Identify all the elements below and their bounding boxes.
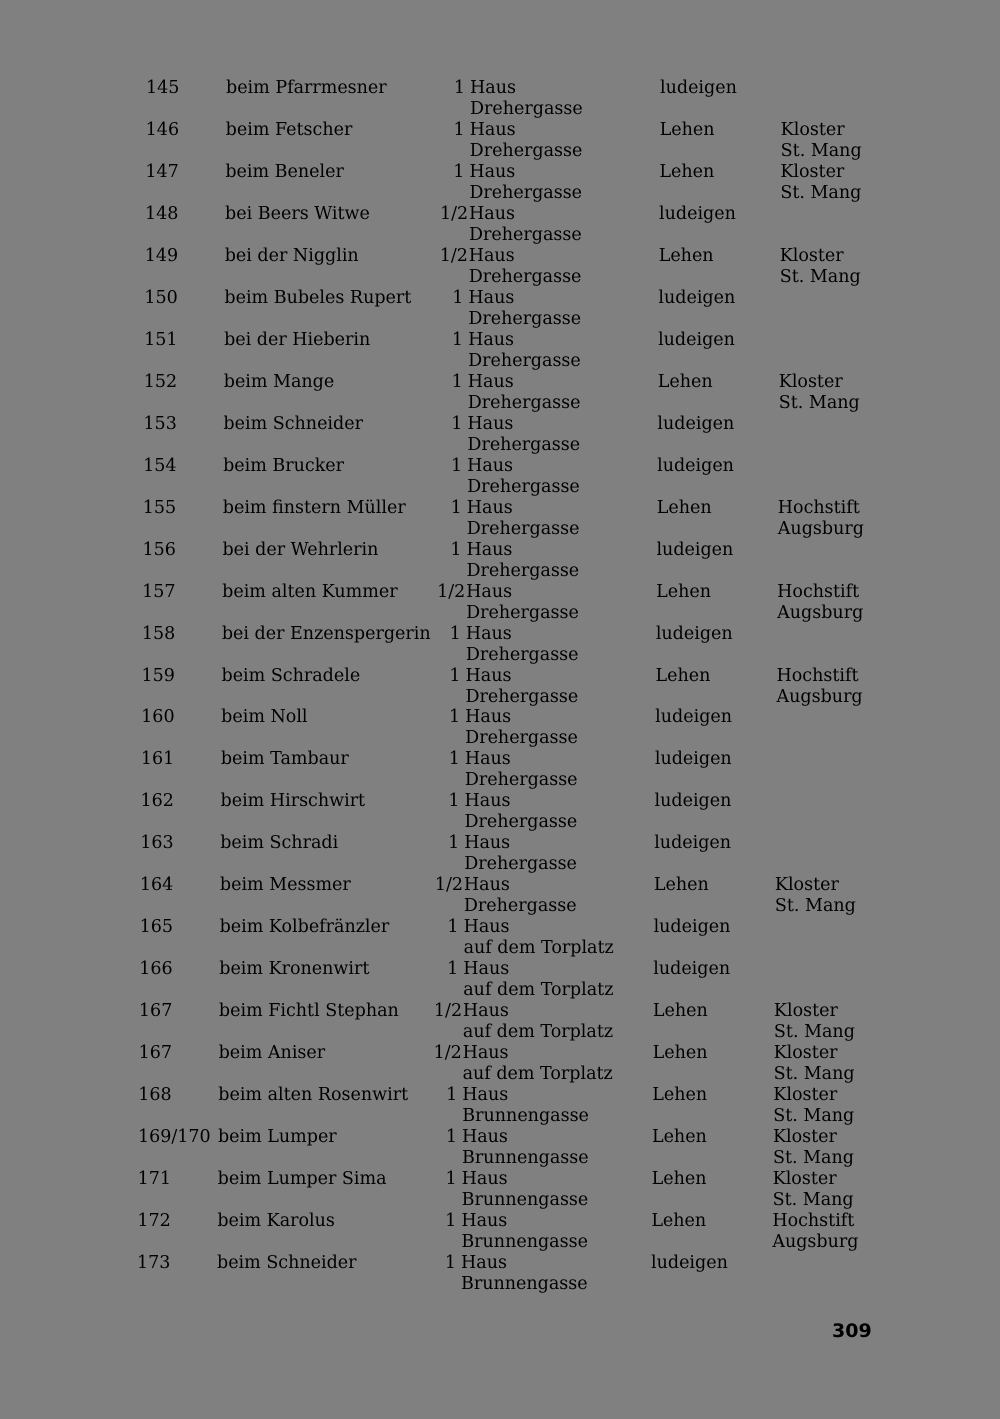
house-share: 1 [450, 455, 463, 476]
house-label: Haus [463, 917, 510, 938]
feudal-lord-line2: Augsburg [772, 1232, 859, 1253]
house-location [465, 749, 578, 791]
entry-number: 173 [137, 1253, 171, 1273]
feudal-lord-line2: St. Mang [773, 1064, 855, 1085]
house-label: Haus [470, 78, 516, 98]
house-label: Haus [462, 1043, 509, 1064]
street-name: Drehergasse [468, 350, 581, 371]
street-name: auf dem Torplatz [462, 1022, 614, 1043]
owner-name: beim Kolbefränzler [219, 917, 390, 938]
house-share: 1 [449, 707, 461, 728]
feudal-lord [774, 1043, 855, 1085]
entry-number: 150 [144, 287, 178, 308]
owner-name: beim Hirschwirt [220, 791, 366, 812]
entry-number: 163 [140, 833, 174, 854]
house-location [469, 246, 582, 288]
owner-name: beim finstern Müller [222, 497, 406, 518]
entry-number: 159 [141, 665, 175, 686]
feudal-lord-line2: St. Mang [773, 1022, 855, 1043]
tenure-status: ludeigen [657, 455, 734, 476]
street-name: Drehergasse [466, 560, 580, 581]
house-label: Haus [467, 455, 514, 476]
house-label: Haus [462, 1001, 509, 1022]
tenure-status: ludeigen [654, 749, 732, 770]
house-label: Haus [464, 833, 511, 854]
entry-number: 148 [145, 203, 179, 224]
owner-name: beim Mange [223, 371, 335, 392]
house-share: 1 [453, 119, 465, 140]
house-label: Haus [469, 119, 516, 140]
feudal-lord [775, 875, 856, 917]
tenure-status: Lehen [658, 245, 714, 266]
tenure-status: ludeigen [655, 707, 733, 728]
house-label: Haus [461, 1253, 507, 1273]
entry-number: 154 [143, 455, 177, 476]
house-label: Haus [465, 665, 512, 686]
house-share: 1/2 [439, 245, 468, 266]
feudal-lord-line2: Augsburg [777, 518, 864, 539]
feudal-lord-line2: St. Mang [778, 392, 860, 413]
house-location [470, 78, 583, 120]
house-share: 1 [448, 791, 460, 812]
tenure-status: ludeigen [653, 959, 731, 980]
street-name: Drehergasse [467, 392, 581, 413]
tenure-status: ludeigen [656, 539, 734, 560]
street-name: Brunnengasse [461, 1190, 589, 1211]
feudal-lord-line2: St. Mang [780, 140, 862, 161]
house-share: 1 [447, 959, 459, 980]
owner-name: bei der Wehrlerin [222, 539, 379, 560]
house-share: 1 [447, 917, 459, 938]
owner-name: beim Fichtl Stephan [218, 1001, 399, 1022]
street-name: Drehergasse [469, 140, 583, 161]
house-location [467, 498, 580, 540]
tenure-status: ludeigen [654, 833, 732, 854]
entry-number: 153 [143, 413, 177, 434]
house-location [463, 959, 613, 1001]
house-share: 1/2 [434, 875, 464, 896]
house-location [464, 833, 577, 875]
house-location [466, 666, 579, 708]
feudal-lord [778, 498, 864, 540]
entry-number: 155 [142, 497, 177, 518]
house-share: 1 [453, 161, 465, 182]
entry-number: 151 [144, 329, 178, 350]
house-location [461, 1211, 588, 1253]
owner-name: beim Lumper [217, 1127, 337, 1148]
street-name: Drehergasse [464, 812, 578, 833]
owner-name: beim Karolus [217, 1211, 335, 1232]
tenure-status: Lehen [659, 119, 715, 140]
house-location [466, 582, 579, 624]
feudal-lord-line2: Augsburg [776, 686, 863, 707]
feudal-lord-line1: Kloster [780, 161, 845, 182]
tenure-status: Lehen [651, 1211, 707, 1232]
owner-name: beim Pfarrmesner [226, 78, 387, 98]
house-share: 1 [445, 1169, 457, 1190]
house-location [462, 1169, 589, 1211]
owner-name: bei Beers Witwe [225, 203, 370, 224]
tenure-status: Lehen [652, 1001, 708, 1022]
entry-number: 161 [140, 749, 175, 770]
street-name: Brunnengasse [461, 1148, 589, 1169]
feudal-lord [777, 582, 863, 624]
street-name: Drehergasse [468, 308, 582, 329]
house-label: Haus [468, 287, 515, 308]
tenure-status: Lehen [652, 1043, 708, 1064]
house-label: Haus [462, 1085, 509, 1106]
owner-name: beim Noll [221, 707, 308, 728]
entry-number: 158 [141, 623, 176, 644]
house-location [469, 204, 582, 246]
tenure-status: Lehen [652, 1085, 708, 1106]
entry-number: 145 [146, 78, 180, 98]
house-share: 1 [451, 413, 463, 434]
entry-number: 167 [138, 1043, 172, 1064]
street-name: auf dem Torplatz [463, 980, 614, 1001]
feudal-lord [779, 372, 860, 414]
house-label: Haus [465, 623, 512, 644]
feudal-lord-line1: Hochstift [776, 665, 859, 686]
entry-number: 172 [137, 1211, 171, 1232]
house-label: Haus [463, 959, 510, 980]
house-share: 1 [445, 1211, 457, 1232]
feudal-lord [777, 666, 863, 708]
house-location [465, 791, 578, 833]
house-share: 1 [450, 539, 462, 560]
feudal-lord-line1: Hochstift [777, 581, 860, 602]
owner-name: bei der Nigglin [224, 245, 359, 266]
feudal-lord-line1: Kloster [774, 875, 839, 896]
tenure-status: Lehen [655, 665, 711, 686]
tenure-status: ludeigen [657, 413, 735, 434]
feudal-lord-line1: Kloster [773, 1043, 838, 1064]
house-label: Haus [465, 707, 512, 728]
owner-name: beim alten Kummer [222, 581, 398, 602]
house-share: 1 [451, 371, 463, 392]
owner-name: beim Bubeles Rupert [224, 287, 412, 308]
feudal-lord-line1: Kloster [772, 1127, 837, 1148]
house-share: 1 [445, 1127, 457, 1148]
feudal-lord [773, 1127, 854, 1169]
house-label: Haus [466, 581, 513, 602]
house-label: Haus [464, 749, 511, 770]
tenure-status: ludeigen [655, 623, 733, 644]
owner-name: beim alten Rosenwirt [218, 1085, 409, 1106]
house-location [467, 456, 580, 498]
house-location [462, 1085, 589, 1127]
street-name: Drehergasse [465, 728, 578, 749]
owner-name: beim Brucker [223, 455, 345, 476]
feudal-lord-line1: Kloster [780, 119, 845, 140]
feudal-lord-line2: St. Mang [780, 182, 862, 203]
street-name: Drehergasse [465, 644, 579, 665]
house-label: Haus [467, 413, 514, 434]
entry-number: 160 [141, 707, 175, 728]
tenure-status: ludeigen [654, 791, 732, 812]
owner-name: beim Schneider [223, 413, 363, 434]
feudal-lord-line1: Hochstift [772, 1211, 855, 1232]
house-location [462, 1127, 589, 1169]
tenure-status: ludeigen [651, 1253, 728, 1273]
street-name: Drehergasse [466, 518, 580, 539]
feudal-lord-line1: Kloster [772, 1169, 837, 1190]
feudal-lord [774, 1001, 855, 1043]
house-share: 1/2 [433, 1001, 463, 1022]
owner-name: bei der Hieberin [224, 329, 371, 350]
entry-number: 171 [137, 1169, 172, 1190]
feudal-lord [773, 1169, 854, 1211]
feudal-lord-line1: Hochstift [777, 497, 860, 518]
house-label: Haus [461, 1211, 508, 1232]
tenure-status: Lehen [659, 161, 715, 182]
street-name: Drehergasse [463, 896, 577, 917]
house-share: 1 [450, 497, 462, 518]
owner-name: beim Schneider [217, 1253, 357, 1273]
owner-name: beim Aniser [218, 1043, 326, 1064]
feudal-lord-line2: St. Mang [773, 1106, 855, 1127]
feudal-lord [780, 246, 861, 288]
owner-name: beim Lumper Sima [217, 1169, 387, 1190]
house-location [464, 875, 577, 917]
entry-number: 162 [140, 791, 174, 812]
entry-number: 164 [139, 875, 174, 896]
street-name: Drehergasse [467, 434, 581, 455]
feudal-lord-line2: St. Mang [772, 1190, 854, 1211]
house-label: Haus [466, 539, 513, 560]
street-name: auf dem Torplatz [463, 938, 614, 959]
feudal-lord [772, 1211, 858, 1253]
tenure-status: Lehen [656, 497, 712, 518]
street-name: Brunnengasse [461, 1232, 588, 1253]
house-share: 1 [449, 623, 461, 644]
house-location [468, 372, 581, 414]
entry-number: 166 [139, 959, 173, 980]
house-label: Haus [469, 203, 515, 224]
tenure-status: ludeigen [653, 917, 731, 938]
feudal-lord [781, 120, 862, 162]
house-share: 1 [451, 329, 464, 350]
owner-name: bei der Enzenspergerin [221, 623, 431, 644]
house-location [463, 1043, 613, 1085]
tenure-status: Lehen [656, 581, 712, 602]
house-share: 1 [448, 749, 460, 770]
feudal-lord [773, 1085, 854, 1127]
house-location [470, 120, 583, 162]
tenure-status: Lehen [651, 1169, 707, 1190]
street-name: Drehergasse [467, 476, 580, 497]
house-label: Haus [466, 497, 513, 518]
street-name: Drehergasse [470, 99, 583, 119]
house-label: Haus [468, 329, 515, 350]
house-location [466, 624, 579, 666]
entry-number: 146 [145, 119, 180, 140]
feudal-lord-line2: St. Mang [779, 266, 861, 287]
street-name: Drehergasse [469, 224, 582, 245]
house-label: Haus [464, 791, 511, 812]
entry-number: 147 [145, 161, 179, 182]
house-label: Haus [469, 161, 516, 182]
tenure-status: ludeigen [660, 78, 737, 98]
house-label: Haus [463, 875, 510, 896]
entry-number: 149 [144, 245, 179, 266]
house-location [468, 330, 581, 372]
street-name: auf dem Torplatz [462, 1064, 613, 1085]
entry-number: 152 [143, 371, 178, 392]
feudal-lord-line1: Kloster [779, 245, 844, 266]
house-location [469, 162, 582, 204]
feudal-lord-line1: Kloster [773, 1001, 838, 1022]
house-location [463, 1001, 613, 1043]
owner-name: beim Schradi [220, 833, 339, 854]
tenure-status: Lehen [653, 875, 709, 896]
street-name: Drehergasse [464, 854, 577, 875]
tenure-status: ludeigen [658, 329, 735, 350]
street-name: Brunnengasse [461, 1274, 588, 1294]
owner-name: beim Schradele [221, 665, 361, 686]
owner-name: beim Fetscher [225, 119, 353, 140]
street-name: Drehergasse [469, 182, 583, 203]
street-name: Brunnengasse [462, 1106, 589, 1127]
street-name: Drehergasse [464, 770, 578, 791]
house-location [468, 288, 581, 330]
house-location [467, 414, 580, 456]
page-number: 309 [832, 1320, 872, 1342]
house-share: 1/2 [440, 203, 469, 224]
house-location [461, 1253, 588, 1295]
feudal-lord-line2: Augsburg [777, 602, 864, 623]
tenure-status: Lehen [657, 371, 713, 392]
street-name: Drehergasse [468, 266, 582, 287]
entry-number: 157 [142, 581, 176, 602]
feudal-lord-line1: Kloster [778, 371, 843, 392]
entry-number: 165 [139, 917, 173, 938]
house-location [466, 540, 579, 582]
tenure-status: Lehen [651, 1127, 707, 1148]
house-location [465, 707, 578, 749]
house-share: 1/2 [437, 581, 466, 602]
house-location [464, 917, 614, 959]
feudal-lord-line2: St. Mang [772, 1148, 854, 1169]
street-name: Drehergasse [465, 686, 579, 707]
entry-number: 156 [142, 539, 176, 560]
feudal-lord-line1: Kloster [773, 1085, 838, 1106]
entry-number: 168 [138, 1085, 172, 1106]
owner-name: beim Beneler [225, 161, 344, 182]
house-share: 1/2 [433, 1043, 462, 1064]
house-share: 1 [444, 1253, 456, 1273]
feudal-lord-line2: St. Mang [774, 896, 856, 917]
owner-name: beim Kronenwirt [219, 959, 370, 980]
house-share: 1 [449, 665, 461, 686]
house-share: 1 [452, 287, 464, 308]
house-share: 1 [453, 78, 465, 98]
house-share: 1 [448, 833, 460, 854]
entry-number: 167 [138, 1001, 173, 1022]
tenure-status: ludeigen [658, 287, 736, 308]
feudal-lord [780, 162, 861, 204]
street-name: Drehergasse [466, 602, 579, 623]
entry-number: 169/170 [137, 1127, 211, 1148]
house-label: Haus [468, 245, 515, 266]
owner-name: beim Tambaur [220, 749, 349, 770]
house-share: 1 [446, 1085, 458, 1106]
owner-name: beim Messmer [219, 875, 351, 896]
house-label: Haus [461, 1127, 508, 1148]
house-label: Haus [461, 1169, 508, 1190]
house-label: Haus [467, 371, 514, 392]
tenure-status: ludeigen [659, 203, 736, 224]
